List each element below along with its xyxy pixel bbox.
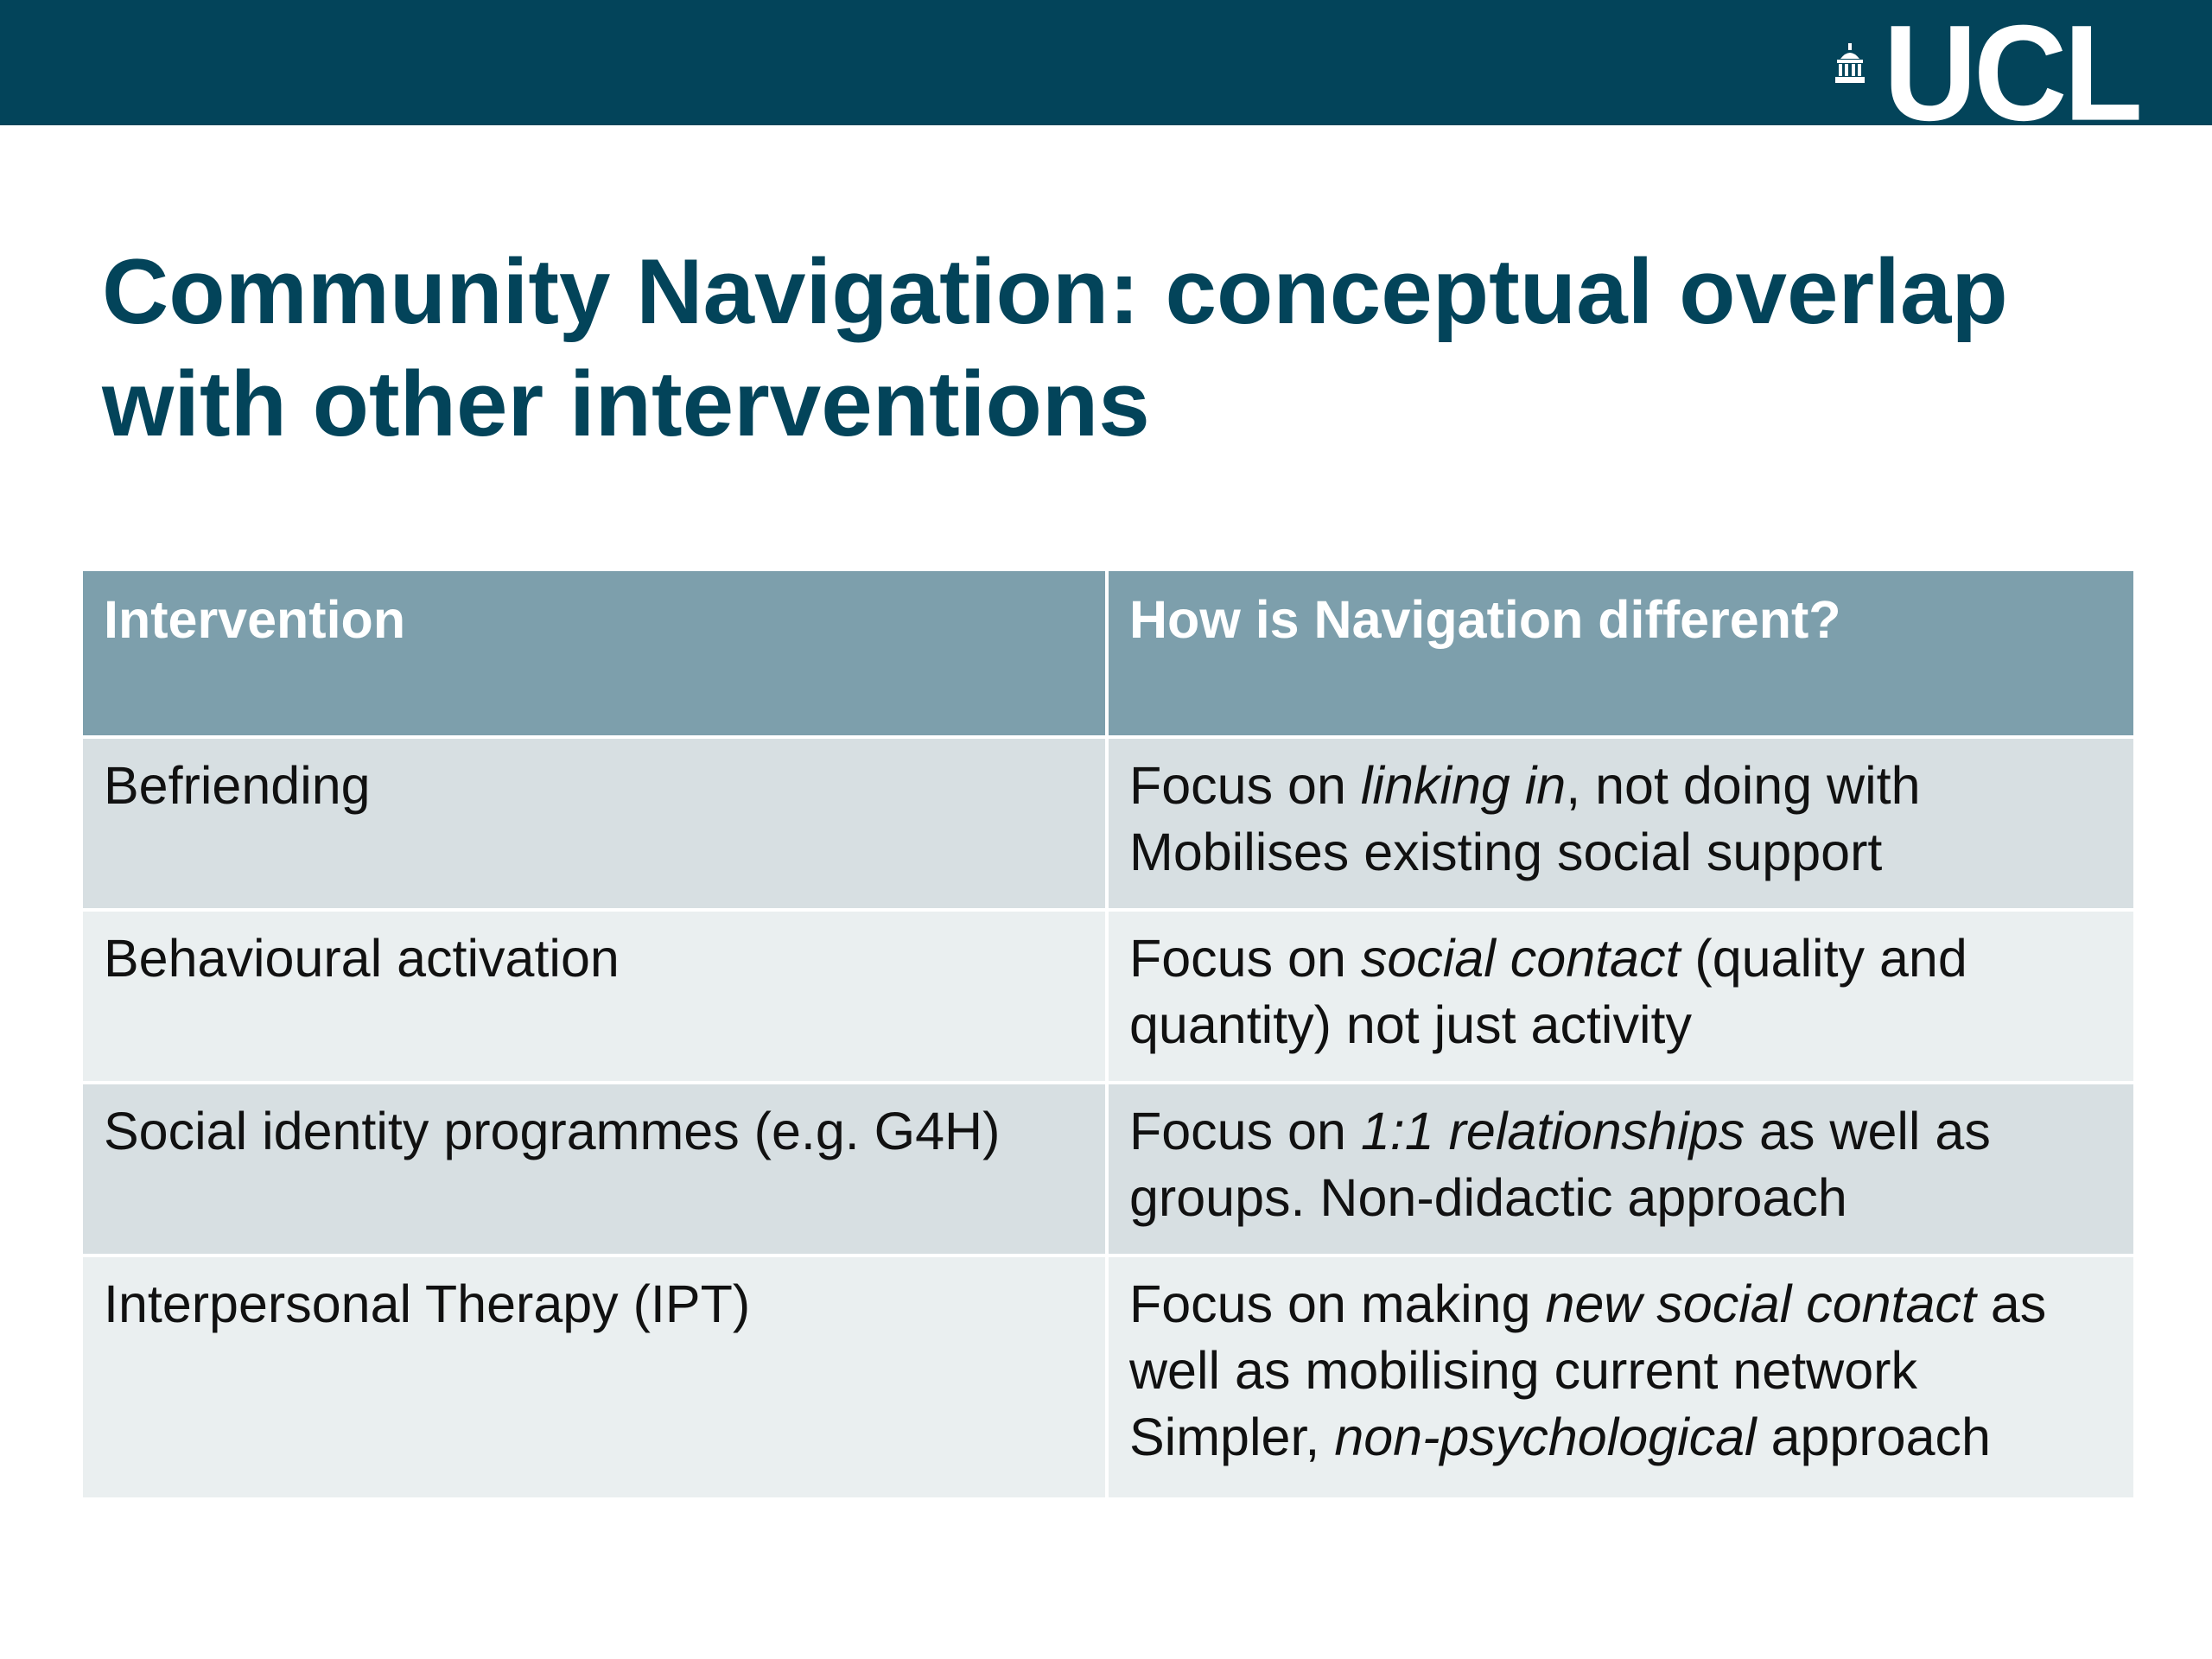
text-run: approach [1756,1408,1991,1466]
emphasis-run: new social contact [1545,1274,1976,1333]
header-bar [0,0,2212,149]
text-run: , not doing with [1566,756,1921,815]
intervention-cell: Befriending [83,739,1105,908]
header-difference: How is Navigation different? [1109,571,2133,735]
text-run: Focus on [1129,929,1361,988]
emphasis-run: non-psychological [1334,1408,1757,1466]
difference-line [1129,1271,2114,1338]
text-run: (quality and [1680,929,1967,988]
portico-icon [1835,43,1865,83]
intervention-cell: Social identity programmes (e.g. G4H) [83,1084,1105,1254]
difference-cell [1109,739,2133,908]
difference-line: quantity) not just activity [1129,995,1692,1054]
text-run: Simpler, [1129,1408,1335,1466]
difference-line [1129,1098,2114,1165]
difference-cell [1109,1257,2133,1497]
emphasis-run: linking in [1360,756,1567,815]
difference-cell [1109,1084,2133,1254]
difference-line: Mobilises existing social support [1129,823,1883,881]
table-header-row [83,571,2133,735]
text-run: Focus on [1129,756,1361,815]
emphasis-run: social contact [1360,929,1681,988]
difference-line [1129,753,2114,819]
slide-title [102,235,2089,460]
difference-line: well as mobilising current network [1129,1341,1917,1400]
difference-line [1129,1404,2114,1471]
comparison-table [79,568,2137,1501]
emphasis-run: 1:1 relationships [1360,1102,1745,1160]
difference-line: groups. Non-didactic approach [1129,1168,1847,1227]
text-run: Focus on making [1129,1274,1546,1333]
title-line-2: with other interventions [102,352,1150,455]
table-row [83,912,2133,1081]
table-row [83,1084,2133,1254]
intervention-cell: Interpersonal Therapy (IPT) [83,1257,1105,1497]
ucl-logo [1835,0,2139,149]
table-row [83,1257,2133,1497]
header-intervention: Intervention [83,571,1105,735]
text-run: Focus on [1129,1102,1361,1160]
difference-cell [1109,912,2133,1081]
title-line-1: Community Navigation: conceptual overlap [102,239,2008,343]
logo-wordmark: UCL [1883,0,2139,149]
intervention-cell: Behavioural activation [83,912,1105,1081]
text-run: as well as [1745,1102,1991,1160]
difference-line [1129,925,2114,992]
text-run: as [1975,1274,2047,1333]
table-row [83,739,2133,908]
